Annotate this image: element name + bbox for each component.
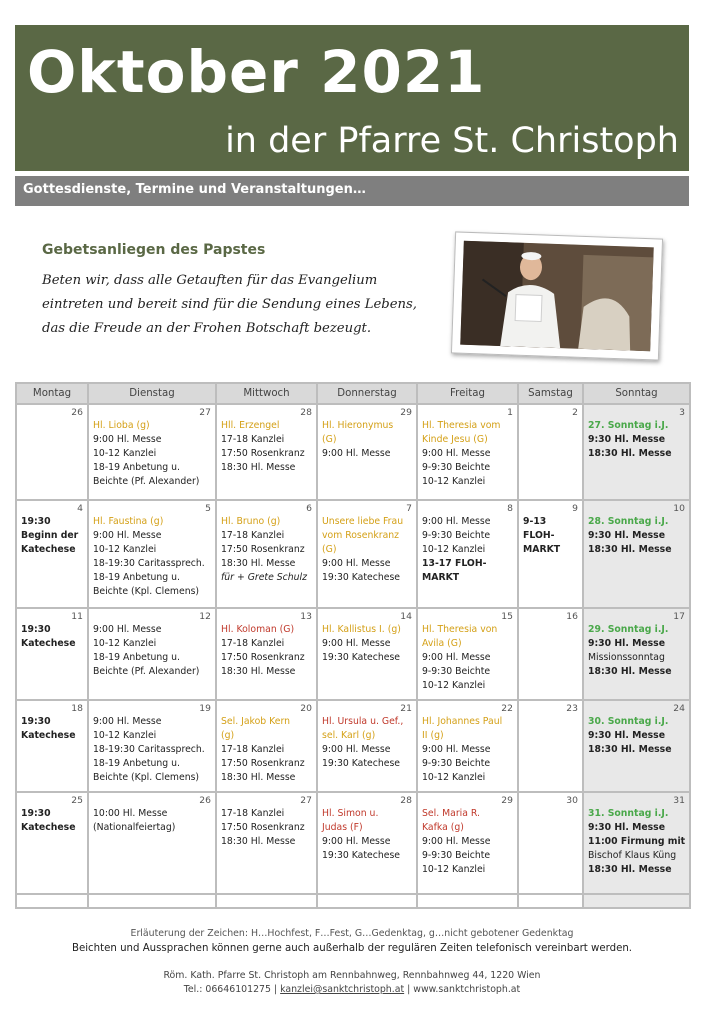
calendar-day-cell (518, 700, 583, 792)
event-line: Beichte (Kpl. Clemens) (93, 586, 200, 597)
event-line: Hl. Johannes Paul (422, 716, 503, 727)
event-line: Judas (F) (322, 822, 363, 833)
calendar-body (16, 404, 690, 908)
event-line: 9-13 (523, 516, 547, 527)
calendar-empty-cell (317, 894, 417, 908)
event-line: 19:30 Katechese (322, 572, 401, 583)
event-line: 17-18 Kanzlei (221, 434, 285, 445)
event-line: Beichte (Kpl. Clemens) (93, 772, 200, 783)
event-line: 10-12 Kanzlei (422, 864, 486, 875)
event-line: 18:30 Hl. Messe (221, 462, 296, 473)
calendar-day-cell (417, 700, 518, 792)
prayer-heading: Gebetsanliegen des Papstes (42, 242, 266, 258)
day-number: 6 (306, 503, 312, 514)
legend-text: Erläuterung der Zeichen: H…Hochfest, F…Fest, G…Gedenktag, g…nicht gebotener Gedenktag (130, 928, 574, 939)
event-line: II (g) (422, 730, 444, 741)
event-line: Beichte (Pf. Alexander) (93, 666, 200, 677)
contact-line: Tel.: 06646101275 | kanzlei@sanktchristoph.at | www.sanktchristoph.at (183, 984, 521, 995)
calendar-day-cell (88, 500, 216, 608)
event-line: 17-18 Kanzlei (221, 638, 285, 649)
event-line: 19:30 Katechese (322, 758, 401, 769)
event-line: 17:50 Rosenkranz (221, 448, 305, 459)
event-line: (g) (221, 730, 235, 741)
calendar-empty-cell (583, 894, 690, 908)
event-line: FLOH- (523, 530, 555, 541)
calendar-empty-cell (16, 894, 88, 908)
event-line: vom Rosenkranz (322, 530, 400, 541)
weekday-header-row (16, 383, 690, 404)
day-number: 29 (501, 795, 513, 806)
event-line: 9:30 Hl. Messe (588, 638, 666, 649)
calendar-day-cell (417, 404, 518, 500)
weekday-header: Dienstag (88, 383, 216, 404)
day-number: 16 (566, 611, 578, 622)
event-line: 10:00 Hl. Messe (93, 808, 168, 819)
calendar-day-cell (16, 404, 88, 500)
day-number: 29 (400, 407, 412, 418)
event-line: 18:30 Hl. Messe (221, 772, 296, 783)
event-line: Katechese (21, 638, 76, 649)
event-line: 9:30 Hl. Messe (588, 434, 666, 445)
event-line: 18:30 Hl. Messe (588, 448, 672, 459)
pope-photo-image (460, 241, 654, 352)
day-number: 22 (501, 703, 513, 714)
event-line: 10-12 Kanzlei (93, 448, 157, 459)
event-line: 17:50 Rosenkranz (221, 758, 305, 769)
event-line: 19:30 Katechese (322, 652, 401, 663)
event-line: 9:30 Hl. Messe (588, 822, 666, 833)
event-line: 18:30 Hl. Messe (221, 836, 296, 847)
day-number: 10 (673, 503, 685, 514)
event-line: 9:00 Hl. Messe (322, 836, 391, 847)
calendar-day-cell (88, 792, 216, 894)
event-line: für + Grete Schulz (221, 572, 308, 583)
event-line: sel. Karl (g) (322, 730, 376, 741)
calendar-day-cell (417, 500, 518, 608)
day-number: 26 (71, 407, 83, 418)
calendar-table (15, 382, 691, 909)
event-line: 18:30 Hl. Messe (588, 864, 672, 875)
day-number: 14 (400, 611, 412, 622)
day-number: 7 (406, 503, 412, 514)
event-line: 18:30 Hl. Messe (221, 558, 296, 569)
event-line: Unsere liebe Frau (322, 516, 404, 527)
calendar-day-cell (88, 404, 216, 500)
calendar-day-cell (16, 608, 88, 700)
calendar-empty-cell (417, 894, 518, 908)
calendar-day-cell (317, 792, 417, 894)
day-number: 20 (300, 703, 312, 714)
confession-note: Beichten und Aussprachen können gerne auch außerhalb der regulären Zeiten telefonisch vereinbart werden. (71, 943, 633, 954)
event-line: MARKT (422, 572, 460, 583)
event-line: Avila (G) (422, 638, 462, 649)
day-number: 28 (300, 407, 312, 418)
day-number: 5 (205, 503, 211, 514)
event-line: 9:00 Hl. Messe (322, 744, 391, 755)
calendar-day-cell (518, 404, 583, 500)
calendar-day-cell (583, 500, 690, 608)
calendar-day-cell (417, 608, 518, 700)
day-number: 26 (199, 795, 211, 806)
event-line: 18:30 Hl. Messe (588, 666, 672, 677)
weekday-header: Freitag (417, 383, 518, 404)
event-line: 19:30 Katechese (322, 850, 401, 861)
day-number: 12 (199, 611, 211, 622)
event-line: Beginn der (21, 530, 79, 541)
event-line: 10-12 Kanzlei (93, 730, 157, 741)
event-line: 18:30 Hl. Messe (221, 666, 296, 677)
event-line: 10-12 Kanzlei (422, 680, 486, 691)
event-line: 11:00 Firmung mit (588, 836, 686, 847)
event-line: Hl. Koloman (G) (221, 624, 295, 635)
calendar-empty-cell (88, 894, 216, 908)
event-line: Hl. Simon u. (322, 808, 379, 819)
event-line: 17-18 Kanzlei (221, 808, 285, 819)
event-line: Bischof Klaus Küng (588, 850, 677, 861)
event-line: 9:00 Hl. Messe (322, 448, 391, 459)
calendar-day-cell (583, 404, 690, 500)
event-line: 9:00 Hl. Messe (93, 716, 162, 727)
event-line: 10-12 Kanzlei (93, 544, 157, 555)
event-line: 19:30 (21, 624, 51, 635)
event-line: MARKT (523, 544, 561, 555)
calendar-day-cell (216, 404, 317, 500)
calendar-empty-cell (518, 894, 583, 908)
calendar-week-row (16, 608, 690, 700)
event-line: Sel. Maria R. (422, 808, 480, 819)
event-line: 10-12 Kanzlei (422, 772, 486, 783)
event-line: 19:30 (21, 716, 51, 727)
calendar-day-cell (88, 700, 216, 792)
event-line: 18-19 Anbetung u. (93, 758, 180, 769)
event-line: Hl. Lioba (g) (93, 420, 150, 431)
event-line: 9:00 Hl. Messe (422, 652, 491, 663)
weekday-header: Montag (16, 383, 88, 404)
parish-address: Röm. Kath. Pfarre St. Christoph am Rennbahnweg, Rennbahnweg 44, 1220 Wien (163, 970, 541, 981)
page-subtitle: in der Pfarre St. Christoph (225, 121, 679, 161)
calendar-day-cell (317, 608, 417, 700)
event-line: 17-18 Kanzlei (221, 530, 285, 541)
calendar-day-cell (583, 792, 690, 894)
calendar-day-cell (16, 792, 88, 894)
pope-figure-icon (460, 241, 654, 352)
event-line: 31. Sonntag i.J. (588, 808, 669, 819)
day-number: 8 (507, 503, 513, 514)
day-number: 3 (679, 407, 685, 418)
day-number: 25 (71, 795, 83, 806)
day-number: 24 (673, 703, 685, 714)
event-line: 9-9:30 Beichte (422, 462, 491, 473)
event-line: 28. Sonntag i.J. (588, 516, 669, 527)
event-line: Kinde Jesu (G) (422, 434, 488, 445)
day-number: 17 (673, 611, 685, 622)
section-bar-label: Gottesdienste, Termine und Veranstaltungen… (23, 182, 366, 197)
prayer-line: das die Freude an der Frohen Botschaft bezeugt. (42, 321, 372, 336)
weekday-header: Donnerstag (317, 383, 417, 404)
page-title: Oktober 2021 (27, 38, 486, 106)
calendar-day-cell (518, 608, 583, 700)
calendar-week-row (16, 404, 690, 500)
event-line: 19:30 (21, 516, 51, 527)
day-number: 11 (71, 611, 83, 622)
event-line: Hl. Faustina (g) (93, 516, 164, 527)
day-number: 30 (566, 795, 578, 806)
event-line: (Nationalfeiertag) (93, 822, 176, 833)
event-line: 18-19 Anbetung u. (93, 652, 180, 663)
website-link[interactable]: www.sanktchristoph.at (413, 984, 521, 995)
day-number: 23 (566, 703, 578, 714)
event-line: 10-12 Kanzlei (422, 544, 486, 555)
event-line: Katechese (21, 544, 76, 555)
prayer-text (42, 269, 437, 341)
event-line: 17:50 Rosenkranz (221, 544, 305, 555)
day-number: 13 (300, 611, 312, 622)
event-line: (G) (322, 544, 337, 555)
calendar-day-cell (216, 700, 317, 792)
pope-photo (451, 231, 663, 360)
event-line: 9:00 Hl. Messe (93, 530, 162, 541)
event-line: 29. Sonntag i.J. (588, 624, 669, 635)
calendar-week-row (16, 792, 690, 894)
weekday-header: Samstag (518, 383, 583, 404)
calendar-day-cell (417, 792, 518, 894)
event-line: 19:30 (21, 808, 51, 819)
event-line: 18:30 Hl. Messe (588, 544, 672, 555)
weekday-header: Sonntag (583, 383, 690, 404)
event-line: Hl. Theresia von (422, 624, 498, 635)
calendar-day-cell (583, 608, 690, 700)
day-number: 19 (199, 703, 211, 714)
calendar-day-cell (16, 500, 88, 608)
event-line: Beichte (Pf. Alexander) (93, 476, 200, 487)
event-line: 17:50 Rosenkranz (221, 652, 305, 663)
day-number: 2 (572, 407, 578, 418)
event-line: Missionssonntag (588, 652, 665, 663)
event-line: Hl. Ursula u. Gef., (322, 716, 404, 727)
event-line: 9:00 Hl. Messe (422, 448, 491, 459)
event-line: 18-19:30 Caritassprech. (93, 744, 205, 755)
calendar-day-cell (16, 700, 88, 792)
calendar-day-cell (216, 792, 317, 894)
day-number: 1 (507, 407, 513, 418)
calendar-week-row (16, 700, 690, 792)
event-line: 9-9:30 Beichte (422, 850, 491, 861)
day-number: 18 (71, 703, 83, 714)
calendar-empty-row (16, 894, 690, 908)
event-line: 9:00 Hl. Messe (322, 558, 391, 569)
event-line: Katechese (21, 822, 76, 833)
event-line: (G) (322, 434, 337, 445)
event-line: Sel. Jakob Kern (221, 716, 291, 727)
day-number: 4 (77, 503, 83, 514)
day-number: 15 (501, 611, 513, 622)
calendar-day-cell (317, 700, 417, 792)
day-number: 27 (199, 407, 211, 418)
event-line: 9:30 Hl. Messe (588, 730, 666, 741)
event-line: Hl. Bruno (g) (221, 516, 281, 527)
event-line: Hl. Kallistus I. (g) (322, 624, 401, 635)
event-line: Hl. Theresia vom (422, 420, 501, 431)
event-line: 9:00 Hl. Messe (93, 434, 162, 445)
event-line: 10-12 Kanzlei (93, 638, 157, 649)
phone-text: Tel.: 06646101275 (183, 984, 271, 995)
calendar-day-cell (216, 500, 317, 608)
event-line: 17-18 Kanzlei (221, 744, 285, 755)
day-number: 21 (400, 703, 412, 714)
day-number: 28 (400, 795, 412, 806)
event-line: 17:50 Rosenkranz (221, 822, 305, 833)
event-line: 30. Sonntag i.J. (588, 716, 669, 727)
event-line: 9:00 Hl. Messe (93, 624, 162, 635)
calendar-day-cell (88, 608, 216, 700)
calendar-day-cell (518, 792, 583, 894)
email-link[interactable]: kanzlei@sanktchristoph.at (280, 984, 405, 995)
prayer-line: eintreten und bereit sind für die Sendung eines Lebens, (42, 297, 417, 312)
event-line: 9-9:30 Beichte (422, 758, 491, 769)
event-line: 18-19 Anbetung u. (93, 462, 180, 473)
event-line: Hll. Erzengel (221, 420, 280, 431)
calendar-day-cell (518, 500, 583, 608)
event-line: 9:30 Hl. Messe (588, 530, 666, 541)
event-line: 18-19:30 Caritassprech. (93, 558, 205, 569)
event-line: 9:00 Hl. Messe (322, 638, 391, 649)
calendar-day-cell (583, 700, 690, 792)
calendar-day-cell (317, 404, 417, 500)
section-bar (15, 176, 689, 206)
event-line: 18-19 Anbetung u. (93, 572, 180, 583)
event-line: 10-12 Kanzlei (422, 476, 486, 487)
event-line: 13-17 FLOH- (422, 558, 487, 569)
event-line: 9:00 Hl. Messe (422, 836, 491, 847)
calendar-week-row (16, 500, 690, 608)
weekday-header: Mittwoch (216, 383, 317, 404)
event-line: 27. Sonntag i.J. (588, 420, 669, 431)
calendar-day-cell (216, 608, 317, 700)
day-number: 9 (572, 503, 578, 514)
event-line: 9:00 Hl. Messe (422, 744, 491, 755)
event-line: Kafka (g) (422, 822, 464, 833)
event-line: 9-9:30 Beichte (422, 530, 491, 541)
calendar-day-cell (317, 500, 417, 608)
event-line: 9:00 Hl. Messe (422, 516, 491, 527)
prayer-line: Beten wir, dass alle Getauften für das Evangelium (42, 273, 378, 288)
day-number: 27 (300, 795, 312, 806)
calendar-empty-cell (216, 894, 317, 908)
header-banner (15, 25, 689, 171)
event-line: Hl. Hieronymus (322, 420, 394, 431)
day-number: 31 (673, 795, 685, 806)
event-line: 18:30 Hl. Messe (588, 744, 672, 755)
event-line: Katechese (21, 730, 76, 741)
event-line: 9-9:30 Beichte (422, 666, 491, 677)
